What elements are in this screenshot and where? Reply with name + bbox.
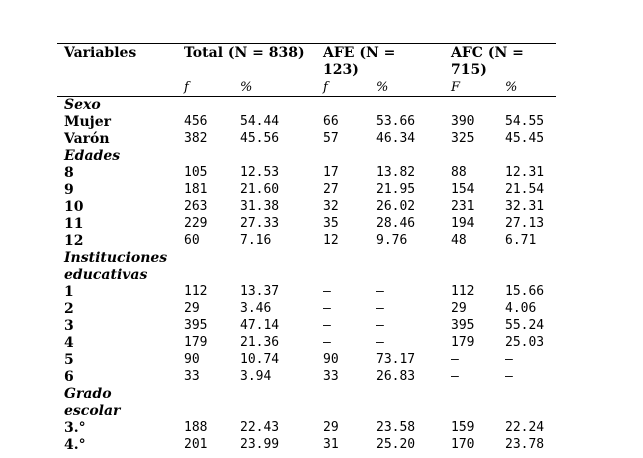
table-cell: –	[505, 369, 513, 384]
table-cell: 112	[184, 284, 208, 299]
table-cell: 13.37	[240, 284, 280, 299]
table-cell: 29	[184, 301, 200, 316]
table-cell: 10.74	[240, 352, 280, 367]
table-cell: 21.54	[505, 182, 545, 197]
row-label: 1	[64, 284, 74, 300]
table-cell: 6.71	[505, 233, 537, 248]
header-afc: AFC (N =	[451, 45, 524, 61]
table-cell: 29	[323, 420, 339, 435]
header-total: Total (N = 838)	[184, 45, 305, 61]
table-cell: 55.24	[505, 318, 545, 333]
table-cell: –	[323, 301, 331, 316]
table-cell: 25.20	[376, 437, 416, 452]
row-label: 9	[64, 182, 74, 198]
table-cell: 73.17	[376, 352, 416, 367]
table-cell: 3.94	[240, 369, 272, 384]
row-label: 3	[64, 318, 74, 334]
table-cell: 188	[184, 420, 208, 435]
table-cell: 66	[323, 114, 339, 129]
table-cell: 35	[323, 216, 339, 231]
row-label: 11	[64, 216, 84, 232]
table-cell: 7.16	[240, 233, 272, 248]
table-cell: 23.99	[240, 437, 280, 452]
table-cell: 395	[184, 318, 208, 333]
section-title: Sexo	[64, 97, 101, 113]
table-cell: 88	[451, 165, 467, 180]
table-cell: 28.46	[376, 216, 416, 231]
table-cell: 54.44	[240, 114, 280, 129]
table-cell: –	[376, 335, 384, 350]
table-cell: 229	[184, 216, 208, 231]
table-cell: 15.66	[505, 284, 545, 299]
header-variables: Variables	[64, 45, 137, 61]
table-cell: 17	[323, 165, 339, 180]
table-cell: –	[505, 352, 513, 367]
subheader-afc-f: F	[451, 80, 461, 95]
row-label: 12	[64, 233, 84, 249]
table-cell: 21.95	[376, 182, 416, 197]
table-cell: 9.76	[376, 233, 408, 248]
table-cell: 231	[451, 199, 475, 214]
table-cell: –	[323, 284, 331, 299]
table-cell: 33	[323, 369, 339, 384]
table-cell: 27	[323, 182, 339, 197]
header-rule	[57, 96, 556, 97]
table-cell: 325	[451, 131, 475, 146]
section-title: educativas	[64, 267, 148, 283]
table-cell: 21.60	[240, 182, 280, 197]
table-cell: –	[323, 318, 331, 333]
table-cell: 31.38	[240, 199, 280, 214]
table-cell: 26.02	[376, 199, 416, 214]
table-cell: 21.36	[240, 335, 280, 350]
table-cell: 32	[323, 199, 339, 214]
table-cell: 27.33	[240, 216, 280, 231]
table-cell: 194	[451, 216, 475, 231]
row-label: Varón	[64, 131, 110, 147]
table-cell: 170	[451, 437, 475, 452]
table-cell: 54.55	[505, 114, 545, 129]
row-label: 4.°	[64, 437, 86, 453]
table-cell: 22.24	[505, 420, 545, 435]
table-cell: 31	[323, 437, 339, 452]
table-cell: –	[323, 335, 331, 350]
table-cell: 4.06	[505, 301, 537, 316]
table-cell: 27.13	[505, 216, 545, 231]
row-label: 6	[64, 369, 74, 385]
table-cell: 48	[451, 233, 467, 248]
row-label: Mujer	[64, 114, 112, 130]
section-title: Edades	[64, 148, 121, 164]
table-cell: 159	[451, 420, 475, 435]
section-title: Grado	[64, 386, 112, 402]
subheader-total-f: f	[184, 80, 189, 95]
table-cell: 32.31	[505, 199, 545, 214]
table-cell: 201	[184, 437, 208, 452]
table-cell: 456	[184, 114, 208, 129]
table-cell: 29	[451, 301, 467, 316]
table-cell: 12.53	[240, 165, 280, 180]
row-label: 4	[64, 335, 74, 351]
table-cell: –	[376, 301, 384, 316]
table-cell: 12	[323, 233, 339, 248]
section-title: escolar	[64, 403, 121, 419]
table-cell: 45.56	[240, 131, 280, 146]
section-title: Instituciones	[64, 250, 168, 266]
table-cell: 90	[184, 352, 200, 367]
table-cell: –	[451, 352, 459, 367]
table-cell: 33	[184, 369, 200, 384]
table-cell: 382	[184, 131, 208, 146]
row-label: 3.°	[64, 420, 86, 436]
table-cell: 12.31	[505, 165, 545, 180]
row-label: 2	[64, 301, 74, 317]
table-cell: 45.45	[505, 131, 545, 146]
table-cell: 23.78	[505, 437, 545, 452]
table-cell: 105	[184, 165, 208, 180]
table-cell: –	[376, 318, 384, 333]
header-afc-n: 715)	[451, 62, 487, 78]
table-cell: 263	[184, 199, 208, 214]
table-cell: 60	[184, 233, 200, 248]
table-cell: 23.58	[376, 420, 416, 435]
header-afe: AFE (N =	[323, 45, 396, 61]
table-cell: 179	[451, 335, 475, 350]
subheader-afc-pct: %	[505, 80, 518, 95]
table-cell: 25.03	[505, 335, 545, 350]
table-cell: 395	[451, 318, 475, 333]
table-cell: 57	[323, 131, 339, 146]
row-label: 8	[64, 165, 74, 181]
header-afe-n: 123)	[323, 62, 359, 78]
table-cell: 90	[323, 352, 339, 367]
row-label: 5	[64, 352, 74, 368]
subheader-afe-pct: %	[376, 80, 389, 95]
table-cell: 181	[184, 182, 208, 197]
table-cell: 26.83	[376, 369, 416, 384]
row-label: 10	[64, 199, 84, 215]
table-cell: 13.82	[376, 165, 416, 180]
table-cell: 179	[184, 335, 208, 350]
table-cell: –	[376, 284, 384, 299]
subheader-total-pct: %	[240, 80, 253, 95]
table-cell: 22.43	[240, 420, 280, 435]
table-cell: 112	[451, 284, 475, 299]
table-cell: 390	[451, 114, 475, 129]
table-cell: 3.46	[240, 301, 272, 316]
table-cell: 53.66	[376, 114, 416, 129]
table-cell: 47.14	[240, 318, 280, 333]
subheader-afe-f: f	[323, 80, 328, 95]
table-cell: 154	[451, 182, 475, 197]
table-cell: 46.34	[376, 131, 416, 146]
table-cell: –	[451, 369, 459, 384]
